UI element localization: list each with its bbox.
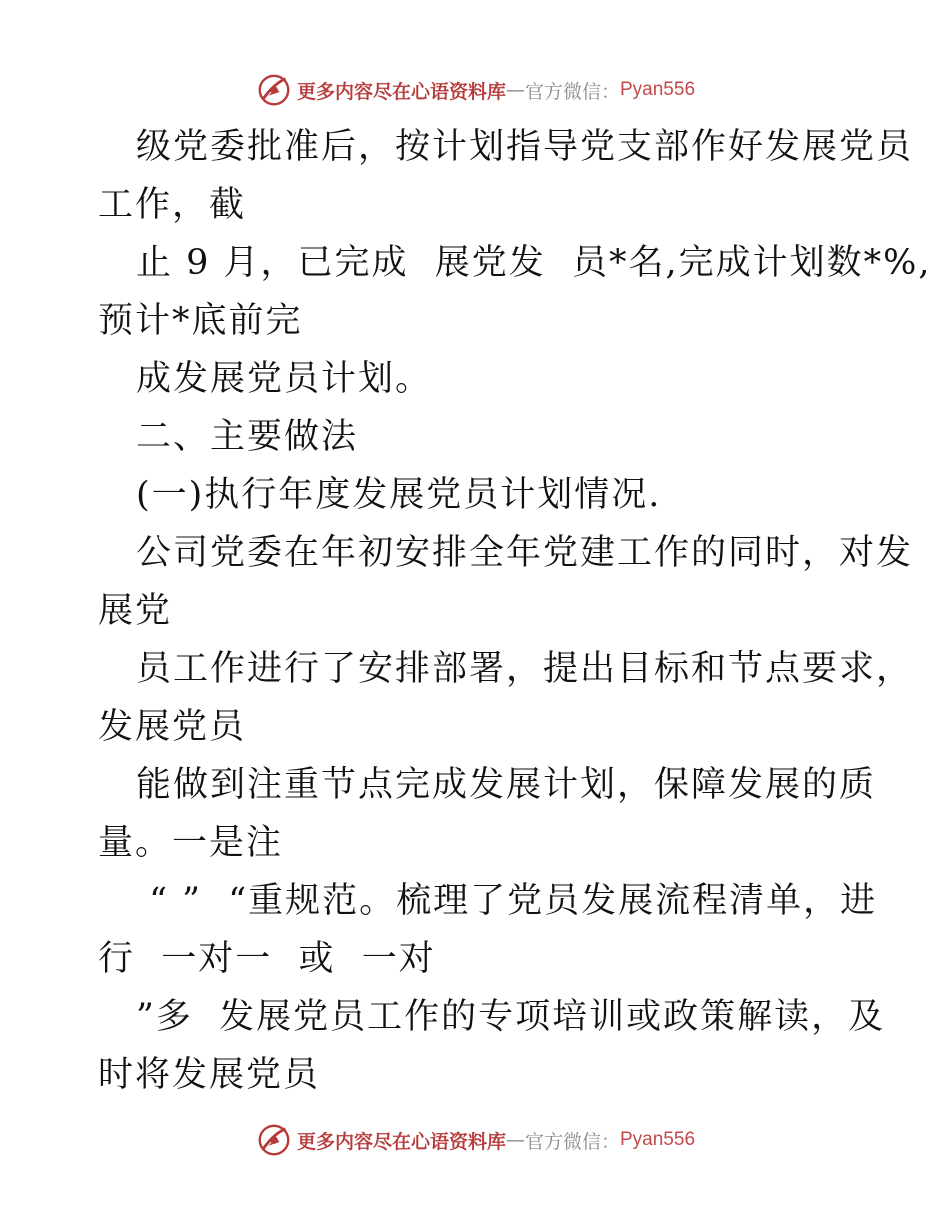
pen-logo-icon <box>255 1121 293 1159</box>
text-line: 员工作进行了安排部署，提出目标和节点要求， <box>136 649 914 689</box>
text-line: 能做到注重节点完成发展计划，保障发展的质 <box>136 765 877 805</box>
text-line: 公司党委在年初安排全年党建工作的同时，对发 <box>136 533 914 573</box>
text-line: ”多 发展党员工作的专项培训或政策解读，及 <box>136 997 886 1037</box>
text-line: 发展党员 <box>98 707 247 747</box>
footer-account: Pyan556 <box>620 1129 696 1150</box>
header-banner <box>0 68 950 112</box>
text-line: 行 一对一 或 一对 <box>98 939 436 979</box>
text-line: 工作，截 <box>98 185 247 225</box>
text-line: “ ” “重规范。梳理了党员发展流程清单，进 <box>136 881 878 921</box>
header-official-label: 官方微信： <box>524 80 620 103</box>
footer-banner <box>0 1118 950 1162</box>
subsection-heading: (一)执行年度发展党员计划情况. <box>136 475 662 515</box>
footer-dash: — <box>505 1129 525 1151</box>
pen-logo-icon <box>255 71 293 109</box>
header-account: Pyan556 <box>620 79 696 100</box>
text-line: 预计*底前完 <box>98 301 303 341</box>
body-text <box>98 118 932 1104</box>
section-heading: 二、主要做法 <box>136 417 359 457</box>
text-line: 量。一是注 <box>98 823 284 863</box>
text-line: 止 9 月，已完成 展党发 员*名,完成计划数*%, <box>136 243 932 283</box>
header-dash: — <box>505 79 525 101</box>
text-line: 展党 <box>98 591 173 631</box>
header-slogan: 更多内容尽在心语资料库 <box>296 80 506 103</box>
footer-official-label: 官方微信： <box>524 1130 620 1153</box>
footer-slogan: 更多内容尽在心语资料库 <box>296 1130 506 1153</box>
text-line: 时将发展党员 <box>98 1055 321 1095</box>
text-line: 级党委批准后，按计划指导党支部作好发展党员 <box>136 127 914 167</box>
text-line: 成发展党员计划。 <box>136 359 433 399</box>
